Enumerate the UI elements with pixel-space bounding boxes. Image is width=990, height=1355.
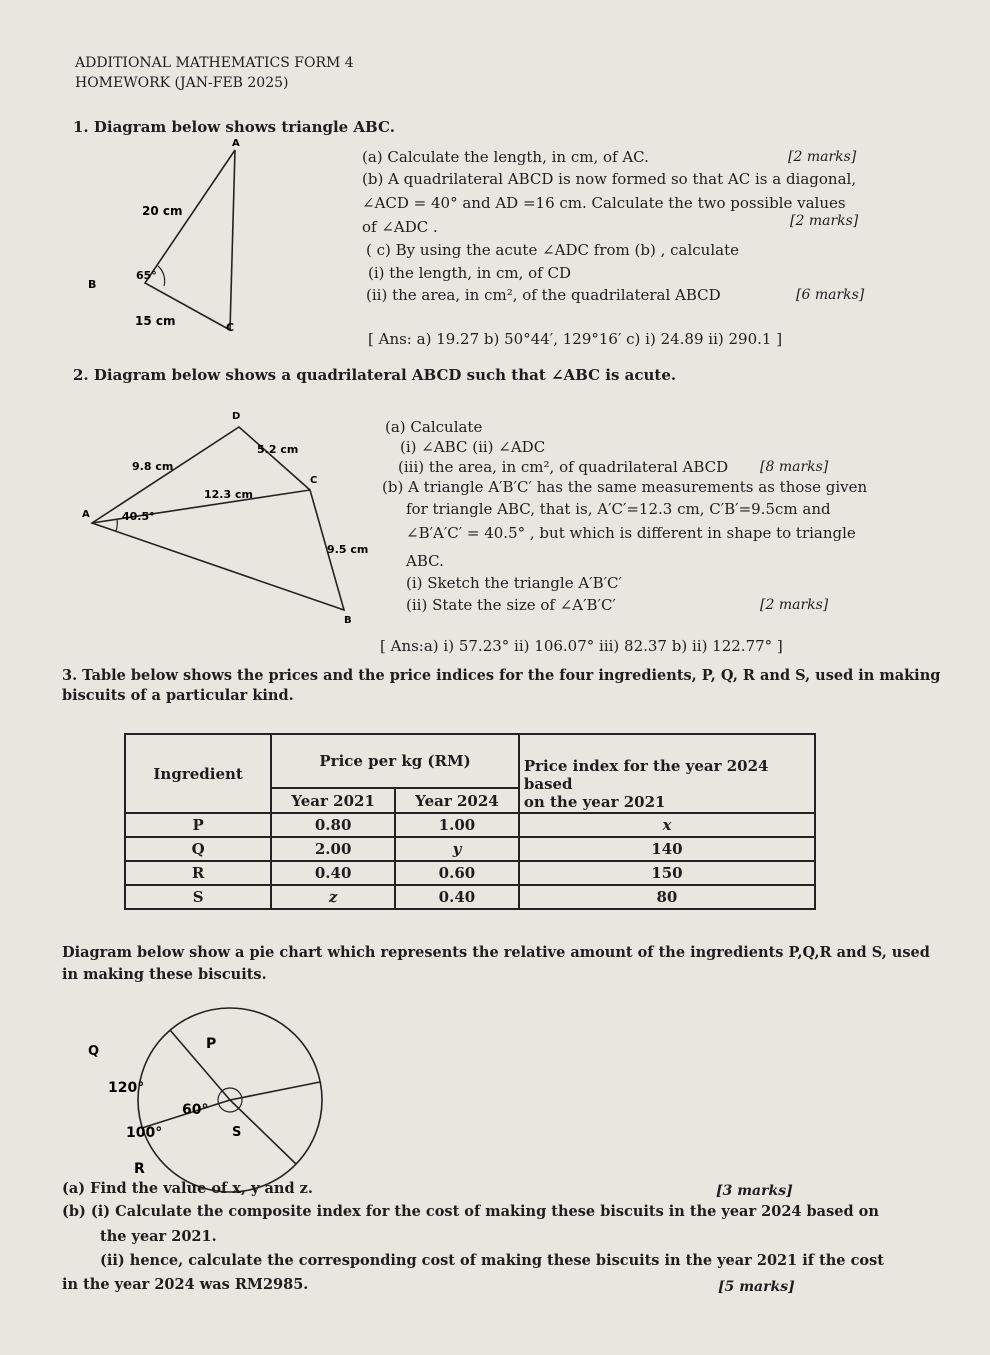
q1-part-c-ii: (ii) the area, in cm², of the quadrilateral ABCD (366, 286, 721, 304)
cell-index: 80 (519, 885, 815, 909)
q2-side-cb: 9.5 cm (327, 543, 369, 556)
q1-angle-b: 65° (136, 269, 157, 282)
cell-ingredient: S (125, 885, 271, 909)
table-row (125, 837, 815, 861)
q2-vertex-b: B (344, 615, 352, 626)
q2-part-b-line2: for triangle ABC, that is, A′C′=12.3 cm, C′B′=9.5cm and (406, 500, 831, 518)
header-price-index-line2: on the year 2021 (523, 793, 666, 811)
pie-label-r: R (134, 1161, 145, 1177)
q2-vertex-a: A (82, 509, 90, 520)
q3-pie-chart (70, 1000, 330, 1200)
pie-angle-r: 100° (126, 1125, 163, 1141)
pie-label-q: Q (88, 1044, 100, 1059)
table-header-row (125, 734, 815, 788)
q2-quadrilateral-diagram (82, 405, 372, 630)
q1-vertex-c: C (226, 321, 235, 334)
q1-title: 1. Diagram below shows triangle ABC. (73, 118, 395, 136)
price-index-table (124, 733, 816, 910)
q1-part-c-i: (i) the length, in cm, of CD (368, 264, 572, 282)
q1-part-a-marks: [2 marks] (788, 149, 857, 165)
q2-side-ad: 9.8 cm (132, 460, 174, 473)
header-price-index (519, 734, 815, 813)
q2-part-a: (a) Calculate (385, 418, 483, 436)
header-year-2021: Year 2021 (271, 788, 395, 813)
q2-vertex-c: C (310, 475, 318, 486)
q2-title: 2. Diagram below shows a quadrilateral ABCD such that ∠ABC is acute. (73, 366, 677, 384)
q2-part-b-ii: (ii) State the size of ∠A′B′C′ (406, 596, 616, 614)
q1-part-b-line3: of ∠ADC . (362, 218, 438, 236)
q2-answers: [ Ans:a) i) 57.23° ii) 106.07° iii) 82.37 b) ii) 122.77° ] (380, 637, 783, 655)
table-row (125, 885, 815, 909)
table-row (125, 813, 815, 837)
q3-part-b-line2: the year 2021. (100, 1228, 217, 1245)
pie-divider-qp (170, 1030, 230, 1100)
cell-index: 140 (519, 837, 815, 861)
q3-part-b-line1: (b) (i) Calculate the composite index for the cost of making these biscuits in the year 2024 based on (62, 1203, 879, 1220)
q2-part-b-marks: [2 marks] (760, 597, 829, 613)
q1-part-b-line2: ∠ACD = 40° and AD =16 cm. Calculate the two possible values (362, 194, 846, 212)
table-row (125, 861, 815, 885)
pie-angle-q: 120° (108, 1080, 145, 1096)
q3-part-a: (a) Find the value of x, y and z. (62, 1180, 313, 1197)
q3-pie-text-line2: in making these biscuits. (62, 966, 267, 983)
cell-year-2024: 1.00 (395, 813, 519, 837)
header-subtitle: HOMEWORK (JAN-FEB 2025) (75, 75, 289, 91)
q1-part-c-marks: [6 marks] (796, 287, 865, 303)
cell-year-2021: 0.80 (271, 813, 395, 837)
pie-divider-ps (230, 1082, 320, 1100)
q2-side-ac: 12.3 cm (204, 488, 253, 501)
cell-ingredient: Q (125, 837, 271, 861)
q2-part-b-i: (i) Sketch the triangle A′B′C′ (406, 574, 622, 592)
q3-title-line1: 3. Table below shows the prices and the price indices for the four ingredients, P, Q, R and S, used in making (62, 667, 941, 684)
q2-part-b-line1: (b) A triangle A′B′C′ has the same measurements as those given (382, 478, 868, 496)
q3-part-b-marks: [5 marks] (718, 1279, 795, 1295)
q1-part-c: ( c) By using the acute ∠ADC from (b) , calculate (366, 241, 739, 259)
header-price-index-line1: Price index for the year 2024 based (523, 757, 769, 793)
q1-vertex-b: B (88, 278, 97, 291)
cell-year-2021: 0.40 (271, 861, 395, 885)
q2-part-b-line3: ∠B′A′C′ = 40.5° , but which is different in shape to triangle (406, 524, 856, 542)
pie-angle-s: 60° (182, 1102, 209, 1118)
header-price-per-kg: Price per kg (RM) (271, 734, 519, 788)
q2-part-a-marks: [8 marks] (760, 459, 829, 475)
q2-part-a-iii: (iii) the area, in cm², of quadrilateral ABCD (398, 458, 729, 476)
q2-part-b-line4: ABC. (406, 552, 444, 570)
q3-part-b-line3: (ii) hence, calculate the corresponding cost of making these biscuits in the year 2021 if the cost (100, 1252, 884, 1269)
q1-triangle-diagram (80, 135, 260, 345)
q3-pie-text-line1: Diagram below show a pie chart which represents the relative amount of the ingredients P,Q,R and S, used (62, 944, 930, 961)
pie-label-s: S (232, 1125, 242, 1140)
q1-vertex-a: A (232, 138, 240, 149)
q3-title-line2: biscuits of a particular kind. (62, 687, 294, 704)
cell-ingredient: P (125, 813, 271, 837)
cell-index: 150 (519, 861, 815, 885)
cell-ingredient: R (125, 861, 271, 885)
header-year-2024: Year 2024 (395, 788, 519, 813)
header-ingredient: Ingredient (125, 734, 271, 813)
q1-part-b-line1: (b) A quadrilateral ABCD is now formed so that AC is a diagonal, (362, 170, 857, 188)
cell-year-2024: y (395, 837, 519, 861)
q1-part-a: (a) Calculate the length, in cm, of AC. (362, 148, 649, 166)
q1-part-b-marks: [2 marks] (790, 213, 859, 229)
cell-index: x (519, 813, 815, 837)
q1-answers: [ Ans: a) 19.27 b) 50°44′, 129°16′ c) i) 24.89 ii) 290.1 ] (368, 330, 783, 348)
q2-angle-a: 40.5° (122, 510, 155, 523)
q3-part-b-line4: in the year 2024 was RM2985. (62, 1276, 309, 1293)
header-title: ADDITIONAL MATHEMATICS FORM 4 (75, 55, 354, 71)
cell-year-2021: 2.00 (271, 837, 395, 861)
q1-side-bc: 15 cm (135, 314, 176, 328)
cell-year-2021: z (271, 885, 395, 909)
q1-side-ab: 20 cm (142, 204, 183, 218)
cell-year-2024: 0.60 (395, 861, 519, 885)
pie-label-p: P (206, 1036, 217, 1052)
cell-year-2024: 0.40 (395, 885, 519, 909)
q2-side-dc: 5.2 cm (257, 443, 299, 456)
q2-part-a-i-ii: (i) ∠ABC (ii) ∠ADC (400, 438, 546, 456)
q2-vertex-d: D (232, 411, 241, 422)
q3-part-a-marks: [3 marks] (716, 1183, 793, 1199)
